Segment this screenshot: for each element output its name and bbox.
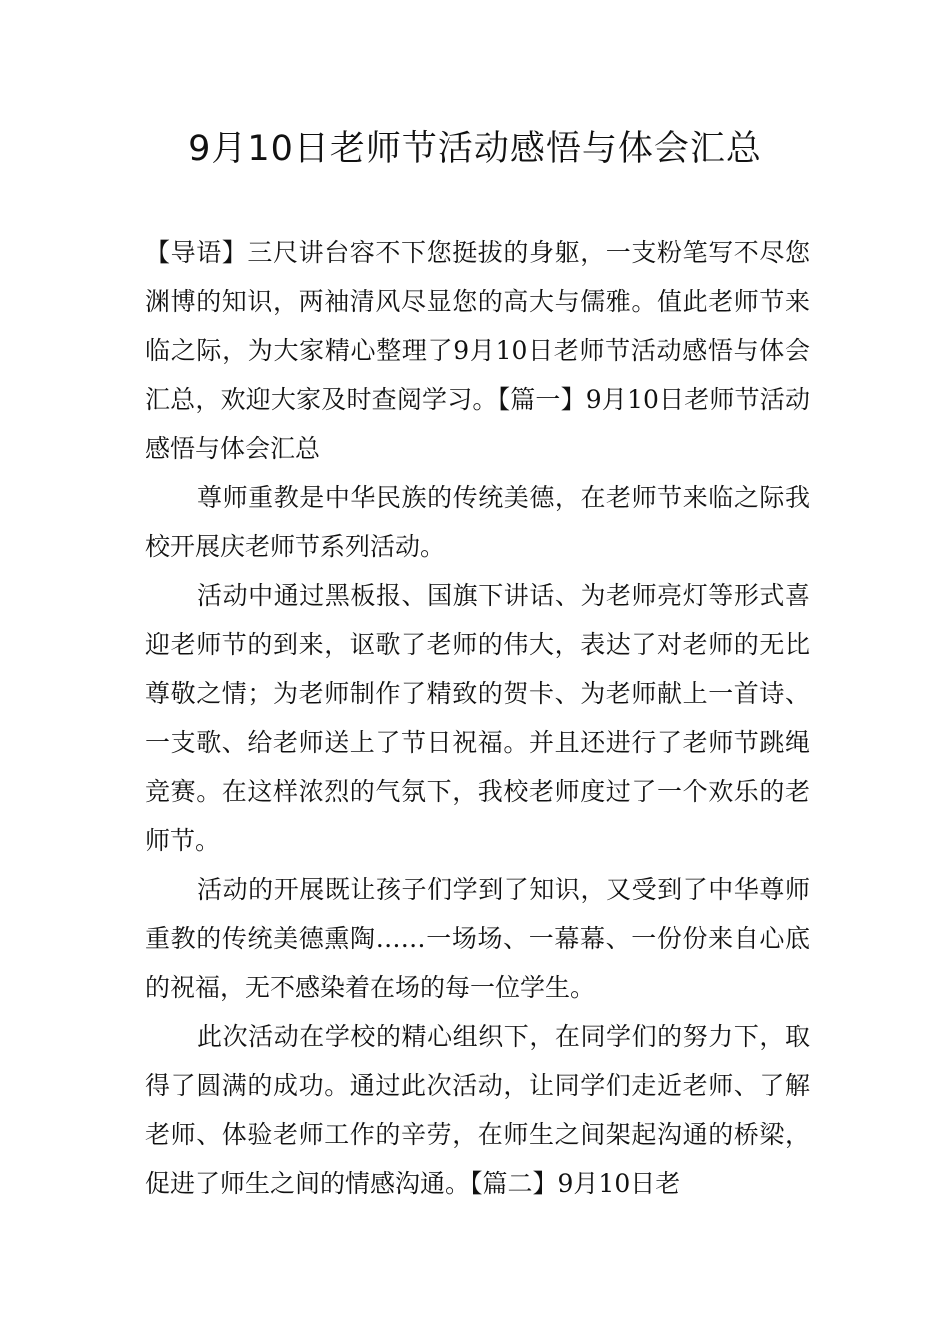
paragraph: 活动的开展既让孩子们学到了知识，又受到了中华尊师重教的传统美德熏陶……一场场、一幕幕、一份份来自心底的祝福，无不感染着在场的每一位学生。 xyxy=(145,875,810,1002)
paragraph: 尊师重教是中华民族的传统美德，在老师节来临之际我校开展庆老师节系列活动。 xyxy=(145,483,810,561)
paragraph: 此次活动在学校的精心组织下，在同学们的努力下，取得了圆满的成功。通过此次活动，让同学们走近老师、了解老师、体验老师工作的辛劳，在师生之间架起沟通的桥梁，促进了师生之间的情感沟通。【篇二】9月10日老 xyxy=(145,1022,810,1198)
paragraph-intro: 【导语】三尺讲台容不下您挺拔的身躯，一支粉笔写不尽您渊博的知识，两袖清风尽显您的高大与儒雅。值此老师节来临之际，为大家精心整理了9月10日老师节活动感悟与体会汇总，欢迎大家及时查阅学习。【篇一】9月10日老师节活动感悟与体会汇总 xyxy=(145,238,810,463)
document-title: 9月10日老师节活动感悟与体会汇总 xyxy=(188,129,762,169)
paragraph: 活动中通过黑板报、国旗下讲话、为老师亮灯等形式喜迎老师节的到来，讴歌了老师的伟大，表达了对老师的无比尊敬之情；为老师制作了精致的贺卡、为老师献上一首诗、一支歌、给老师送上了节日祝福。并且还进行了老师节跳绳竞赛。在这样浓烈的气氛下，我校老师度过了一个欢乐的老师节。 xyxy=(145,581,810,855)
document-body xyxy=(145,228,810,1208)
